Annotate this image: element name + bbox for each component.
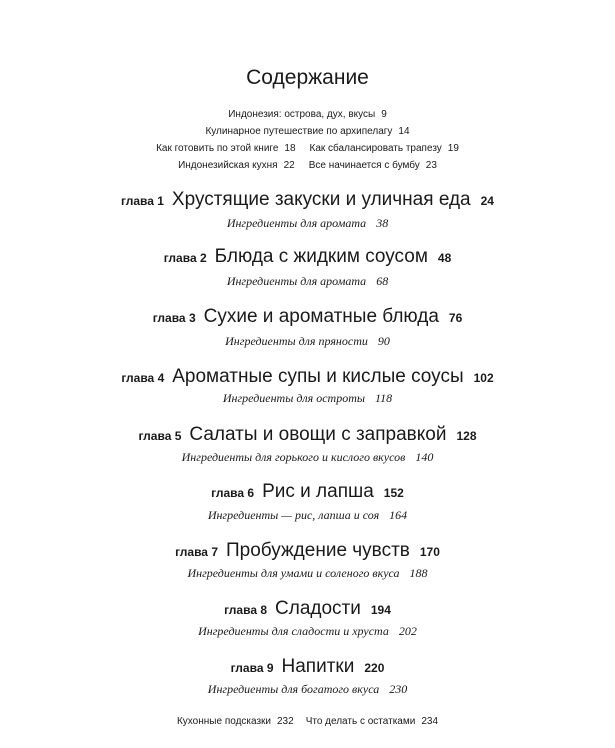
- chapter-label: глава 1: [121, 194, 164, 208]
- chapter-sub-8: [0, 624, 615, 639]
- sub-entry-text: Ингредиенты для аромата: [226, 274, 367, 288]
- chapter-label: глава 8: [224, 603, 268, 617]
- chapter-label: глава 3: [152, 311, 196, 325]
- chapter-page: 48: [437, 251, 452, 265]
- sub-entry-text: Ингредиенты для аромата: [226, 216, 367, 230]
- chapter-page: 128: [456, 429, 477, 443]
- intro-entry-page: 19: [447, 143, 459, 154]
- chapter-title: Ароматные супы и кислые соусы: [172, 366, 464, 387]
- chapter-heading-7: [0, 540, 615, 562]
- sub-entry-text: Ингредиенты для пряности: [225, 334, 368, 348]
- sub-entry-page: 202: [398, 624, 417, 638]
- intro-line-4: [0, 160, 615, 171]
- chapter-title: Хрустящие закуски и уличная еда: [171, 189, 471, 210]
- chapter-title: Блюда с жидким соусом: [214, 246, 428, 267]
- sub-entry-text: Ингредиенты для сладости и хруста: [198, 624, 389, 638]
- chapter-title: Сладости: [275, 598, 361, 619]
- sub-entry-page: 230: [389, 682, 408, 696]
- chapter-label: глава 5: [138, 429, 182, 443]
- chapter-heading-1: [0, 189, 615, 211]
- sub-entry-page: 140: [415, 450, 434, 464]
- page-title: Содержание: [246, 66, 369, 89]
- sub-entry-page: 38: [376, 216, 389, 230]
- chapter-title: Сухие и ароматные блюда: [203, 306, 439, 327]
- chapter-heading-8: [0, 598, 615, 620]
- sub-entry-page: 118: [375, 391, 393, 405]
- chapter-label: глава 4: [121, 371, 165, 385]
- intro-entry-page: 14: [398, 126, 410, 137]
- chapter-sub-6: [0, 508, 615, 523]
- footer-entry-text: Что делать с остатками: [305, 716, 416, 727]
- chapter-sub-1: [0, 216, 615, 231]
- chapter-sub-3: [0, 334, 615, 349]
- intro-entry-text: Кулинарное путешествие по архипелагу: [205, 126, 393, 137]
- chapter-heading-3: [0, 306, 615, 328]
- chapter-heading-6: [0, 481, 615, 503]
- sub-entry-text: Ингредиенты для умами и соленого вкуса: [187, 566, 400, 580]
- chapter-sub-2: [0, 274, 615, 289]
- chapter-sub-5: [0, 450, 615, 465]
- intro-entry-page: 9: [381, 109, 387, 120]
- chapter-heading-9: [0, 656, 615, 678]
- chapter-page: 102: [473, 371, 494, 385]
- chapter-heading-4: [0, 366, 615, 388]
- chapter-label: глава 9: [230, 661, 274, 675]
- sub-entry-page: 90: [377, 334, 390, 348]
- intro-entry-text: Индонезийская кухня: [178, 160, 278, 171]
- sub-entry-page: 164: [389, 508, 408, 522]
- chapter-title: Напитки: [281, 656, 355, 677]
- chapter-sub-7: [0, 566, 615, 581]
- sub-entry-text: Ингредиенты для горького и кислого вкусов: [181, 450, 406, 464]
- chapter-page: 152: [383, 486, 404, 500]
- intro-line-1: [0, 109, 615, 120]
- intro-entry-text: Все начинается с бумбу: [308, 160, 420, 171]
- chapter-page: 76: [448, 311, 463, 325]
- chapter-heading-5: [0, 424, 615, 446]
- footer-entry-page: 232: [277, 716, 294, 727]
- toc-footer: [0, 716, 615, 727]
- intro-entry-text: Как сбалансировать трапезу: [309, 143, 442, 154]
- chapter-page: 220: [364, 661, 385, 675]
- sub-entry-text: Ингредиенты для богатого вкуса: [207, 682, 380, 696]
- chapter-page: 24: [480, 194, 494, 208]
- intro-entry-text: Индонезия: острова, дух, вкусы: [228, 109, 376, 120]
- intro-entry-page: 23: [425, 160, 437, 171]
- sub-entry-text: Ингредиенты для остроты: [222, 391, 366, 405]
- chapter-title: Салаты и овощи с заправкой: [189, 424, 447, 445]
- chapter-sub-9: [0, 682, 615, 697]
- sub-entry-page: 188: [409, 566, 428, 580]
- sub-entry-text: Ингредиенты — рис, лапша и соя: [207, 508, 380, 522]
- sub-entry-page: 68: [376, 274, 389, 288]
- footer-entry-text: Кухонные подсказки: [176, 716, 271, 727]
- chapter-page: 170: [419, 545, 440, 559]
- chapter-sub-4: [0, 391, 615, 406]
- intro-line-2: [0, 126, 615, 137]
- chapter-label: глава 2: [163, 251, 207, 265]
- chapter-heading-2: [0, 246, 615, 268]
- chapter-label: глава 7: [175, 545, 218, 559]
- chapter-title: Пробуждение чувств: [226, 540, 410, 561]
- chapter-label: глава 6: [211, 486, 255, 500]
- footer-entry-page: 234: [421, 716, 439, 727]
- chapter-page: 194: [370, 603, 391, 617]
- intro-entry-text: Как готовить по этой книге: [156, 143, 279, 154]
- chapter-title: Рис и лапша: [262, 481, 374, 502]
- intro-entry-page: 22: [283, 160, 295, 171]
- intro-line-3: [0, 143, 615, 154]
- intro-entry-page: 18: [284, 143, 296, 154]
